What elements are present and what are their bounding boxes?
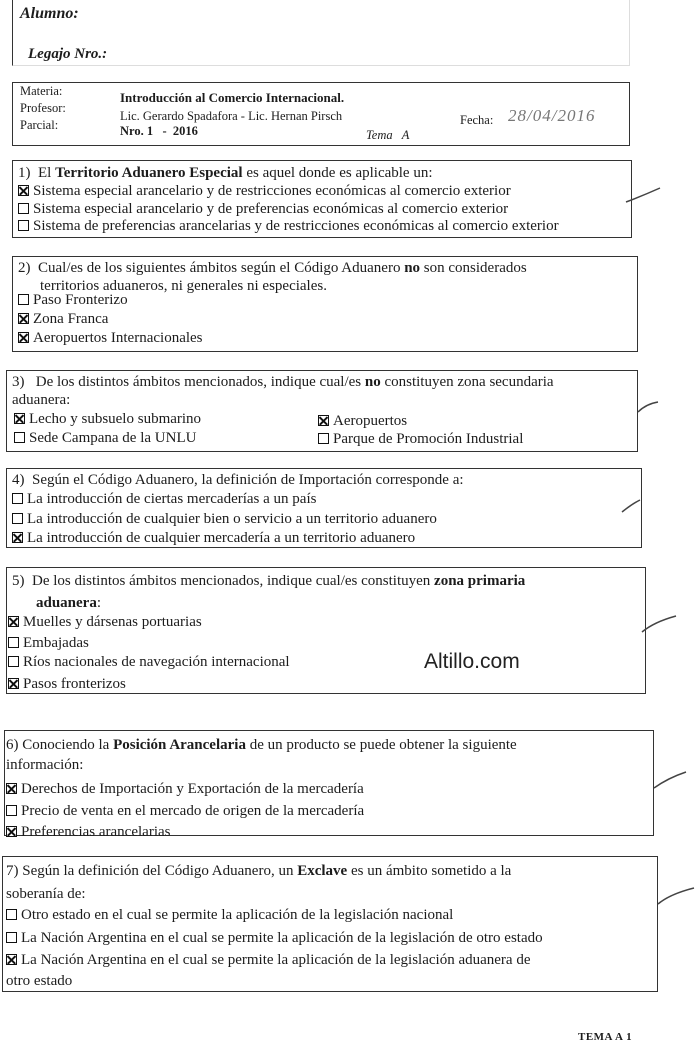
watermark: Altillo.com <box>424 650 520 673</box>
question-1-text: 1) El Territorio Aduanero Especial es aquel donde es aplicable un: <box>18 165 433 181</box>
question-2-text: 2) Cual/es de los siguientes ámbitos según el Código Aduanero no son considerados <box>18 260 527 276</box>
q3-option-3[interactable]: Sede Campana de la UNLU <box>14 429 196 447</box>
correct-tick-mark <box>640 614 680 634</box>
checkbox[interactable] <box>12 493 23 504</box>
q6-option-3[interactable]: Preferencias arancelarias <box>6 823 170 841</box>
parcial-value: Nro. 1 - 2016 <box>120 124 198 138</box>
q2-option-1[interactable]: Paso Fronterizo <box>18 291 128 309</box>
question-6-text: 6) Conociendo la Posición Arancelaria de un producto se puede obtener la siguiente <box>6 737 517 753</box>
checkbox-checked[interactable] <box>6 954 17 965</box>
checkbox-checked[interactable] <box>6 783 17 794</box>
materia-label: Materia: <box>20 84 63 98</box>
question-3-text-line2: aduanera: <box>12 392 71 408</box>
checkbox[interactable] <box>18 294 29 305</box>
checkbox[interactable] <box>8 637 19 648</box>
q5-option-3[interactable]: Ríos nacionales de navegación internacional <box>8 653 290 671</box>
checkbox-checked[interactable] <box>18 313 29 324</box>
materia-value: Introducción al Comercio Internacional. <box>120 90 345 105</box>
question-7-text: 7) Según la definición del Código Aduanero, un Exclave es un ámbito sometido a la <box>6 863 512 879</box>
question-3-text: 3) De los distintos ámbitos mencionados, indique cual/es no constituyen zona secundaria <box>12 374 554 390</box>
checkbox[interactable] <box>6 909 17 920</box>
q7-option-3[interactable]: La Nación Argentina en el cual se permite la aplicación de la legislación aduanera de <box>6 951 531 969</box>
q6-option-1[interactable]: Derechos de Importación y Exportación de la mercadería <box>6 780 364 798</box>
parcial-label: Parcial: <box>20 118 59 132</box>
alumno-label: Alumno: <box>20 5 79 22</box>
checkbox-checked[interactable] <box>6 826 17 837</box>
q4-option-3[interactable]: La introducción de cualquier mercadería a un territorio aduanero <box>12 529 415 547</box>
q3-option-4[interactable]: Parque de Promoción Industrial <box>318 430 523 448</box>
checkbox[interactable] <box>18 220 29 231</box>
checkbox[interactable] <box>12 513 23 524</box>
q5-option-1[interactable]: Muelles y dársenas portuarias <box>8 613 202 631</box>
question-7-tail: otro estado <box>6 973 73 989</box>
question-6-text-line2: información: <box>6 757 84 773</box>
q7-option-1[interactable]: Otro estado en el cual se permite la aplicación de la legislación nacional <box>6 906 453 924</box>
checkbox-checked[interactable] <box>18 332 29 343</box>
checkbox-checked[interactable] <box>8 616 19 627</box>
question-5-text: 5) De los distintos ámbitos mencionados, indique cual/es constituyen zona primaria <box>12 573 526 589</box>
question-2-text-line2: territorios aduaneros, ni generales ni especiales. <box>40 278 327 294</box>
profesor-label: Profesor: <box>20 101 66 115</box>
fecha-handwritten: 28/04/2016 <box>508 106 596 125</box>
fecha-label: Fecha: <box>460 113 494 127</box>
checkbox-checked[interactable] <box>18 185 29 196</box>
q6-option-2[interactable]: Precio de venta en el mercado de origen de la mercadería <box>6 802 364 820</box>
legajo-label: Legajo Nro.: <box>28 46 108 62</box>
checkbox[interactable] <box>6 805 17 816</box>
checkbox-checked[interactable] <box>318 415 329 426</box>
checkbox-checked[interactable] <box>14 413 25 424</box>
q1-option-3[interactable]: Sistema de preferencias arancelarias y de restricciones económicas al comercio exterior <box>18 217 559 235</box>
checkbox-checked[interactable] <box>8 678 19 689</box>
question-7-text-line2: soberanía de: <box>6 886 86 902</box>
q2-option-2[interactable]: Zona Franca <box>18 310 108 328</box>
question-4-text: 4) Según el Código Aduanero, la definición de Importación corresponde a: <box>12 472 464 488</box>
q2-option-3[interactable]: Aeropuertos Internacionales <box>18 329 203 347</box>
question-5-text-line2: aduanera: <box>36 595 102 611</box>
checkbox[interactable] <box>14 432 25 443</box>
page-footer: TEMA A 1 <box>578 1031 633 1043</box>
correct-tick-mark <box>652 770 692 790</box>
checkbox[interactable] <box>18 203 29 214</box>
profesor-value: Lic. Gerardo Spadafora - Lic. Hernan Pirsch <box>120 109 343 123</box>
q7-option-2[interactable]: La Nación Argentina en el cual se permite la aplicación de la legislación de otro estado <box>6 929 543 947</box>
q1-option-1[interactable]: Sistema especial arancelario y de restricciones económicas al comercio exterior <box>18 182 511 200</box>
checkbox[interactable] <box>8 656 19 667</box>
q5-option-2[interactable]: Embajadas <box>8 634 89 652</box>
correct-tick-mark <box>624 186 664 206</box>
checkbox[interactable] <box>6 932 17 943</box>
checkbox-checked[interactable] <box>12 532 23 543</box>
tema-label: Tema A <box>366 128 410 142</box>
q1-option-2[interactable]: Sistema especial arancelario y de preferencias económicas al comercio exterior <box>18 200 508 218</box>
q3-option-2[interactable]: Aeropuertos <box>318 412 407 430</box>
q4-option-1[interactable]: La introducción de ciertas mercaderías a un país <box>12 490 316 508</box>
correct-tick-mark <box>656 886 696 906</box>
correct-tick-mark <box>636 398 676 418</box>
q3-option-1[interactable]: Lecho y subsuelo submarino <box>14 410 201 428</box>
q4-option-2[interactable]: La introducción de cualquier bien o servicio a un territorio aduanero <box>12 510 437 528</box>
correct-tick-mark <box>620 496 660 516</box>
checkbox[interactable] <box>318 433 329 444</box>
q5-option-4[interactable]: Pasos fronterizos <box>8 675 126 693</box>
